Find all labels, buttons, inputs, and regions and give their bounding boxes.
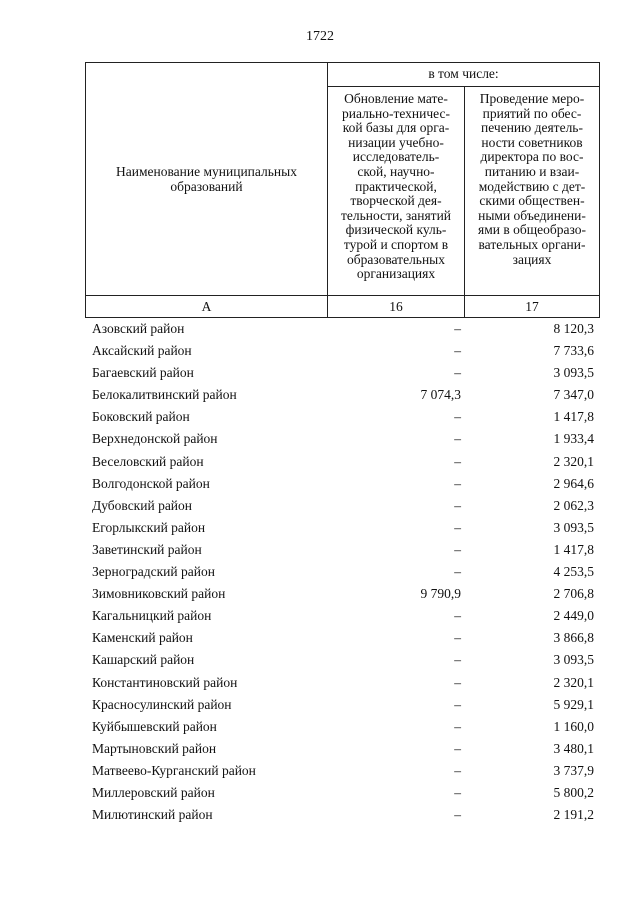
municipality-name: Багаевский район xyxy=(92,365,194,381)
municipality-name: Константиновский район xyxy=(92,674,238,690)
header-col17-line: скими обществен- xyxy=(479,193,585,209)
table-row xyxy=(85,518,600,540)
municipality-name: Кагальницкий район xyxy=(92,608,212,624)
table-row xyxy=(85,452,600,474)
table-row xyxy=(85,717,600,739)
table-row xyxy=(85,562,600,584)
municipality-name: Аксайский район xyxy=(92,343,192,359)
table-row xyxy=(85,540,600,562)
header-col16-line: Обновление мате- xyxy=(344,91,448,106)
header-col16 xyxy=(328,87,465,295)
value-col16: – xyxy=(454,807,461,823)
table-row xyxy=(85,695,600,717)
value-col16: – xyxy=(454,718,461,734)
table-row xyxy=(85,407,600,429)
header-col17-line: ными объединени- xyxy=(478,207,586,223)
value-col17: 5 929,1 xyxy=(553,696,594,712)
municipality-name: Красносулинский район xyxy=(92,696,232,712)
value-col16: – xyxy=(454,321,461,336)
table-row xyxy=(85,429,600,451)
municipality-name: Дубовский район xyxy=(92,497,193,513)
page-number: 1722 xyxy=(306,29,334,44)
header-col16-line: риально-техничес- xyxy=(342,105,450,121)
value-col16: – xyxy=(454,541,461,557)
value-col16: – xyxy=(454,497,461,513)
value-col16: – xyxy=(454,564,461,580)
municipality-name: Веселовский район xyxy=(92,453,204,469)
header-col17-line: модействию с дет- xyxy=(478,178,586,194)
table-row xyxy=(85,474,600,496)
header-col16-line: физической куль- xyxy=(345,222,447,238)
value-col17: 3 866,8 xyxy=(553,630,594,646)
value-col16: – xyxy=(454,674,461,690)
table-row xyxy=(85,319,600,341)
table-row xyxy=(85,496,600,518)
value-col17: 2 964,6 xyxy=(553,475,594,491)
value-col17: 3 093,5 xyxy=(553,652,594,668)
table-row xyxy=(85,628,600,650)
header-col17-line: Проведение меро- xyxy=(479,91,585,106)
header-col16-line: ской, научно- xyxy=(357,163,435,179)
value-col16: – xyxy=(454,431,461,447)
municipality-name: Миллеровский район xyxy=(92,784,215,800)
table-row xyxy=(85,739,600,761)
table-row xyxy=(85,584,600,606)
value-col16: – xyxy=(454,453,461,469)
municipality-name: Боковский район xyxy=(92,409,190,425)
header-col16-line: низации учебно- xyxy=(348,134,444,150)
table-row xyxy=(85,606,600,628)
municipality-name: Белокалитвинский район xyxy=(92,387,237,403)
column-number-a: А xyxy=(86,296,328,317)
municipality-name: Кашарский район xyxy=(92,652,195,668)
value-col16: 9 790,9 xyxy=(420,586,461,602)
value-col16: – xyxy=(454,365,461,381)
municipality-name: Верхнедонской район xyxy=(92,431,218,447)
value-col17: 1 933,4 xyxy=(553,431,594,447)
value-col17: 2 062,3 xyxy=(553,497,594,513)
municipality-name: Милютинский район xyxy=(92,807,213,823)
municipality-name: Заветинский район xyxy=(92,541,202,557)
municipality-name: Куйбышевский район xyxy=(92,718,217,734)
value-col17: 5 800,2 xyxy=(553,784,594,800)
header-col17 xyxy=(465,87,599,295)
value-col17: 2 320,1 xyxy=(553,674,594,690)
header-col16-line: исследователь- xyxy=(352,149,440,165)
value-col17: 2 191,2 xyxy=(553,807,594,823)
value-col17: 3 093,5 xyxy=(553,519,594,535)
table-row xyxy=(85,341,600,363)
value-col17: 7 733,6 xyxy=(553,343,594,359)
municipality-name: Волгодонской район xyxy=(92,475,210,491)
value-col17: 3 093,5 xyxy=(553,365,594,381)
header-municipality-label: Наименование муниципальных образований xyxy=(116,164,297,194)
header-col16-line: турой и спортом в xyxy=(343,236,449,252)
table-row xyxy=(85,783,600,805)
value-col16: – xyxy=(454,409,461,425)
table-row xyxy=(85,805,600,827)
header-col17-line: зациях xyxy=(512,251,552,267)
value-col17: 8 120,3 xyxy=(553,321,594,336)
header-municipality-name xyxy=(86,63,328,295)
value-col16: – xyxy=(454,740,461,756)
value-col16: – xyxy=(454,762,461,778)
value-col17: 3 480,1 xyxy=(553,740,594,756)
value-col16: – xyxy=(454,696,461,712)
header-col17-line: вательных органи- xyxy=(478,236,586,252)
municipality-name: Матвеево-Курганский район xyxy=(92,762,256,778)
value-col16: – xyxy=(454,519,461,535)
header-col17-line: печению деятель- xyxy=(481,120,583,136)
value-col17: 2 449,0 xyxy=(553,608,594,624)
table-header xyxy=(85,62,600,318)
municipality-name: Зерноградский район xyxy=(92,564,215,580)
value-col17: 2 320,1 xyxy=(553,453,594,469)
column-number-17: 17 xyxy=(525,299,539,314)
value-col17: 1 417,8 xyxy=(553,541,594,557)
table-row xyxy=(85,761,600,783)
value-col17: 1 417,8 xyxy=(553,409,594,425)
table-row xyxy=(85,385,600,407)
header-col16-line: творческой дея- xyxy=(350,193,442,209)
value-col16: – xyxy=(454,343,461,359)
value-col16: – xyxy=(454,608,461,624)
header-col17-line: приятий по обес- xyxy=(482,105,582,121)
table-row xyxy=(85,650,600,672)
header-col16-line: кой базы для орга- xyxy=(342,120,450,136)
municipality-name: Мартыновский район xyxy=(92,740,217,756)
table-row xyxy=(85,673,600,695)
municipality-name: Зимовниковский район xyxy=(92,586,226,602)
header-col16-line: практической, xyxy=(355,178,437,194)
header-col17-line: ности советников xyxy=(481,134,583,150)
header-col17-line: питанию и взаи- xyxy=(484,163,580,179)
value-col16: 7 074,3 xyxy=(420,387,461,403)
table-row xyxy=(85,363,600,385)
value-col16: – xyxy=(454,652,461,668)
value-col16: – xyxy=(454,630,461,646)
value-col17: 4 253,5 xyxy=(553,564,594,580)
header-col16-line: тельности, занятий xyxy=(340,207,452,223)
value-col17: 1 160,0 xyxy=(553,718,594,734)
value-col17: 2 706,8 xyxy=(553,586,594,602)
value-col16: – xyxy=(454,784,461,800)
column-number-16: 16 xyxy=(328,296,465,317)
header-col17-line: ями в общеобразо- xyxy=(478,222,586,238)
header-col16-line: образовательных xyxy=(346,251,446,267)
municipality-name: Егорлыкский район xyxy=(92,519,206,535)
header-including: в том числе: xyxy=(328,63,599,87)
municipality-name: Каменский район xyxy=(92,630,193,646)
value-col16: – xyxy=(454,475,461,491)
value-col17: 7 347,0 xyxy=(553,387,594,403)
header-col17-line: директора по вос- xyxy=(480,149,584,165)
value-col17: 3 737,9 xyxy=(553,762,594,778)
table-body xyxy=(85,319,600,827)
header-col16-line: организациях xyxy=(356,266,436,282)
municipality-name: Азовский район xyxy=(92,321,185,336)
